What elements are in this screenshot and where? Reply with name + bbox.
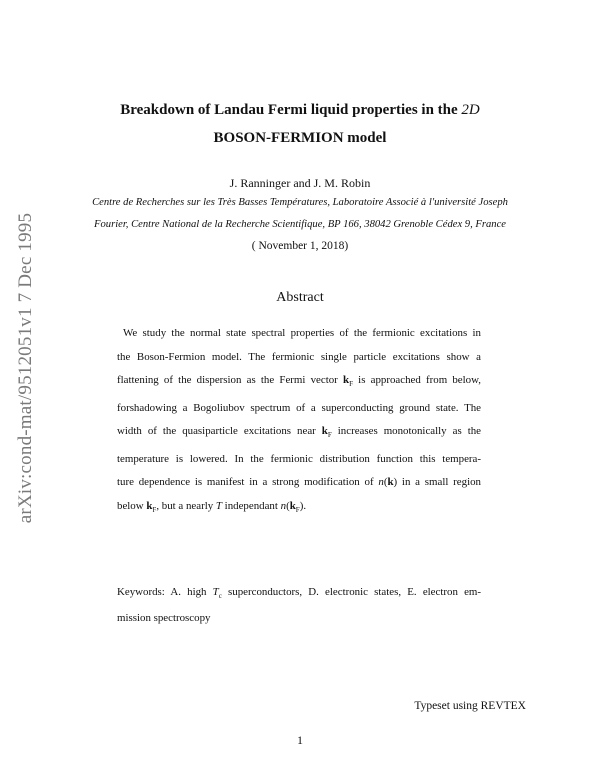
keywords-line: mission spectroscopy: [117, 612, 211, 625]
abstract-line: temperature is lowered. In the fermionic distribution function this tempera-: [117, 452, 481, 465]
abstract-line: forshadowing a Bogoliubov spectrum of a superconducting ground state. The: [117, 401, 481, 414]
title-line-2: BOSON-FERMION model: [213, 130, 387, 146]
typeset-note: Typeset using REVTEX: [414, 700, 526, 712]
abstract-line: flattening of the dispersion as the Fermi vector $k_F$ is approached from below,: [117, 374, 481, 389]
arxiv-stamp-text: arXiv:cond-mat/9512051v1 7 Dec 1995: [15, 212, 36, 524]
arxiv-stamp: [6, 188, 46, 548]
page-number: 1: [297, 733, 303, 747]
abstract-line: width of the quasiparticle excitations near $k_F$ increases monotonically as the: [117, 425, 481, 440]
abstract-line: the Boson-Fermion model. The fermionic single particle excitations show a: [117, 350, 481, 363]
abstract-line: ture dependence is manifest in a strong modification of n(k) in a small region: [117, 476, 481, 489]
authors: J. Ranninger and J. M. Robin: [229, 176, 371, 190]
abstract-heading: Abstract: [276, 290, 324, 305]
date: ( November 1, 2018): [251, 240, 349, 252]
keywords-line: Keywords: A. high $T_c$ superconductors, D. electronic states, E. electron em-: [117, 586, 481, 601]
abstract-line: We study the normal state spectral properties of the fermionic excitations in: [123, 327, 481, 339]
abstract-line: below $k_F$, but a nearly T independant $n(k_F)$.: [117, 499, 307, 515]
title-line-1: Breakdown of Landau Fermi liquid properties in the 2D: [120, 102, 480, 118]
keywords: [117, 581, 481, 629]
affiliation-line-2: Fourier, Centre National de la Recherche Scientifique, BP 166, 38042 Grenoble Cédex 9, France: [94, 219, 506, 230]
affiliation-line-1: Centre de Recherches sur les Très Basses Températures, Laboratoire Associé à l'université Joseph: [92, 197, 508, 208]
abstract-body: [117, 322, 481, 523]
